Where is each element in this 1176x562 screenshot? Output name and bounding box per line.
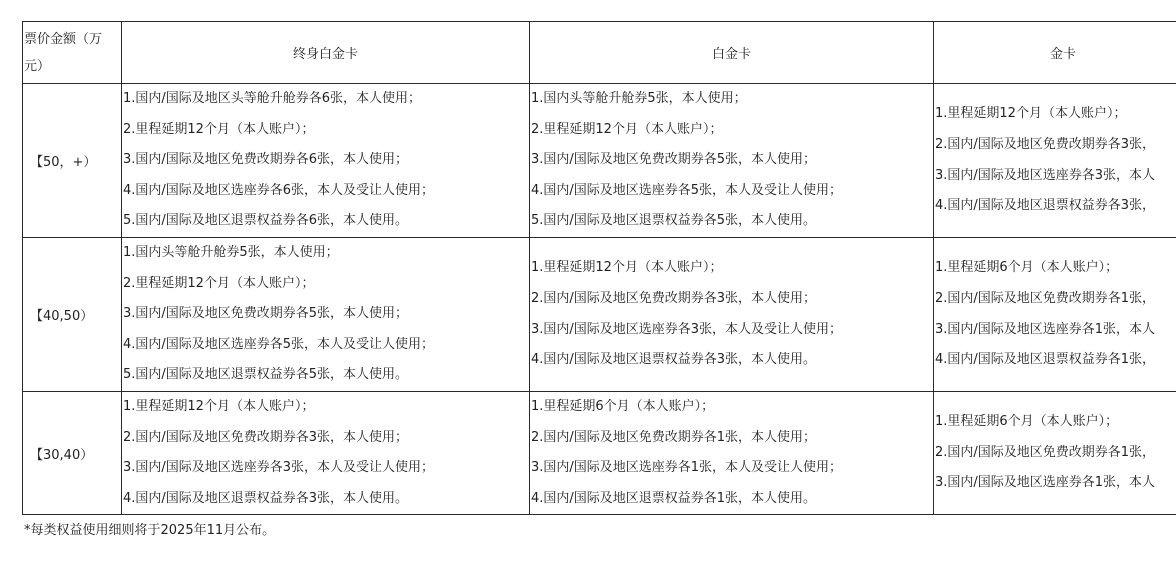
benefits-table-container	[22, 21, 1176, 515]
tier-header-lifetime-platinum: 终身白金卡	[122, 22, 530, 84]
benefit-item: 3.国内/国际及地区选座券各3张，本人	[935, 167, 1156, 183]
benefit-item: 4.国内/国际及地区退票权益券各3张，	[935, 198, 1156, 214]
benefit-item: 3.国内/国际及地区选座券各1张，本人及受让人使用；	[531, 460, 843, 476]
benefit-list	[935, 253, 1176, 375]
benefit-item: 3.国内/国际及地区免费改期券各5张，本人使用；	[123, 306, 409, 322]
footnote: *每类权益使用细则将于2025年11月公布。	[24, 523, 276, 538]
benefit-item: 1.国内头等舱升舱券5张，本人使用；	[123, 245, 339, 261]
benefit-item: 2.里程延期12个月（本人账户）；	[123, 121, 315, 137]
benefit-cell	[934, 84, 1176, 238]
benefit-item: 2.国内/国际及地区免费改期券各1张，本人使用；	[531, 429, 817, 445]
benefit-item: 4.国内/国际及地区退票权益券各3张，本人使用。	[123, 490, 409, 506]
fare-range-cell: 【30,40）	[23, 392, 122, 515]
benefit-item: 4.国内/国际及地区选座券各5张，本人及受让人使用；	[531, 182, 843, 198]
benefit-cell	[122, 84, 530, 238]
benefit-list	[123, 392, 529, 514]
fare-range-cell: 【50，+）	[23, 84, 122, 238]
benefit-item: 3.国内/国际及地区选座券各3张，本人及受让人使用；	[531, 321, 843, 337]
benefit-item: 3.国内/国际及地区免费改期券各6张，本人使用；	[123, 152, 409, 168]
benefit-item: 1.里程延期6个月（本人账户）；	[531, 399, 715, 414]
benefit-item: 5.国内/国际及地区退票权益券各5张，本人使用。	[531, 213, 817, 229]
benefit-cell	[934, 238, 1176, 392]
benefit-cell	[530, 392, 934, 515]
table-row	[23, 238, 1176, 392]
benefit-item: 2.国内/国际及地区免费改期券各3张，本人使用；	[123, 429, 409, 445]
benefit-list	[531, 253, 933, 375]
benefit-item: 5.国内/国际及地区退票权益券各6张，本人使用。	[123, 213, 409, 229]
benefit-item: 3.国内/国际及地区选座券各1张，本人	[935, 321, 1156, 337]
benefits-table	[22, 21, 1176, 515]
table-row	[23, 84, 1176, 238]
benefit-item: 2.国内/国际及地区免费改期券各3张，本人使用；	[531, 290, 817, 306]
benefit-item: 3.国内/国际及地区选座券各3张，本人及受让人使用；	[123, 460, 435, 476]
table-row	[23, 392, 1176, 515]
benefit-list	[123, 238, 529, 391]
benefit-item: 2.里程延期12个月（本人账户）；	[531, 121, 723, 137]
benefit-item: 1.里程延期12个月（本人账户）；	[531, 260, 723, 276]
benefit-cell	[530, 84, 934, 238]
benefit-item: 3.国内/国际及地区免费改期券各5张，本人使用；	[531, 152, 817, 168]
fare-amount-header: 票价金额（万元）	[23, 22, 122, 84]
benefit-list	[123, 84, 529, 237]
header-row	[23, 22, 1176, 84]
benefit-item: 5.国内/国际及地区退票权益券各5张，本人使用。	[123, 367, 409, 383]
fare-range-cell: 【40,50）	[23, 238, 122, 392]
benefit-cell	[122, 238, 530, 392]
benefit-item: 2.里程延期12个月（本人账户）；	[123, 275, 315, 291]
benefit-item: 4.国内/国际及地区退票权益券各1张，本人使用。	[531, 490, 817, 506]
tier-header-platinum: 白金卡	[530, 22, 934, 84]
benefit-cell	[934, 392, 1176, 515]
benefit-list	[531, 392, 933, 514]
benefit-list	[935, 407, 1176, 499]
benefit-item: 1.里程延期6个月（本人账户）；	[935, 260, 1119, 276]
benefit-list	[935, 99, 1176, 221]
benefit-cell	[530, 238, 934, 392]
benefit-item: 2.国内/国际及地区免费改期券各1张，	[935, 290, 1156, 306]
benefit-item: 1.里程延期6个月（本人账户）；	[935, 414, 1119, 430]
benefit-item: 1.国内头等舱升舱券5张，本人使用；	[531, 91, 747, 107]
benefit-item: 1.里程延期12个月（本人账户）；	[935, 106, 1127, 122]
benefit-list	[531, 84, 933, 237]
benefit-item: 4.国内/国际及地区选座券各5张，本人及受让人使用；	[123, 336, 435, 352]
benefit-item: 4.国内/国际及地区退票权益券各3张，本人使用。	[531, 352, 817, 368]
benefit-item: 3.国内/国际及地区选座券各1张，本人	[935, 475, 1156, 491]
benefit-item: 4.国内/国际及地区选座券各6张，本人及受让人使用；	[123, 182, 435, 198]
benefit-item: 4.国内/国际及地区退票权益券各1张，	[935, 352, 1156, 368]
benefit-item: 2.国内/国际及地区免费改期券各1张，	[935, 444, 1156, 460]
tier-header-gold: 金卡	[934, 22, 1176, 84]
benefit-item: 2.国内/国际及地区免费改期券各3张，	[935, 136, 1156, 152]
benefit-cell	[122, 392, 530, 515]
benefit-item: 1.里程延期12个月（本人账户）；	[123, 399, 315, 414]
benefit-item: 1.国内/国际及地区头等舱升舱券各6张，本人使用；	[123, 91, 422, 107]
